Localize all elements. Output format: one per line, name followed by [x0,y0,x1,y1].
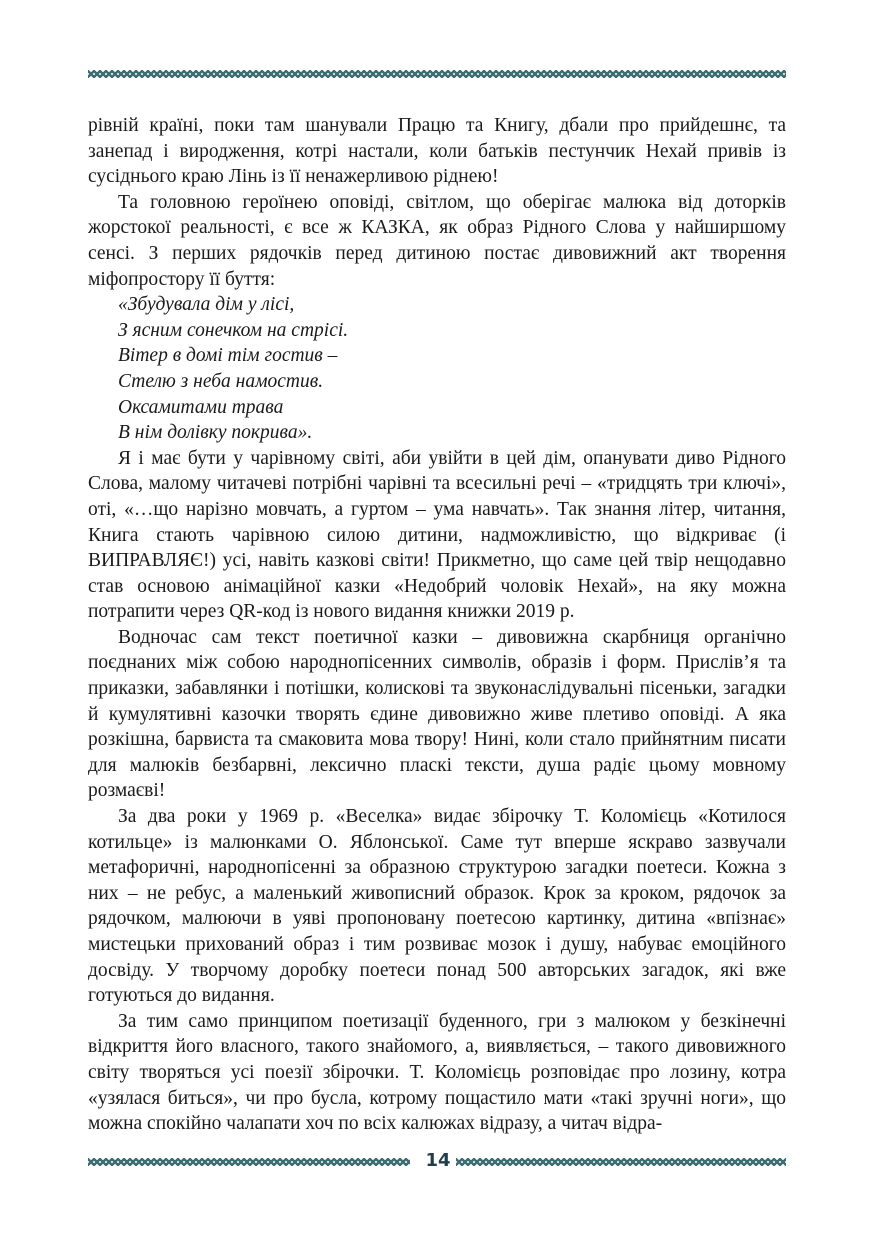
poem-quote [88,292,786,446]
page-number: 14 [425,1150,451,1171]
poem-line: В нім долівку покрива». [118,422,313,444]
paragraph-4: Водночас сам текст поетичної казки – дивовижна скарбниця органічно поєднаних між собою народнопісенних символів, образів і форм. Прислів’я та приказки, забавлянки і потішки, колискові та звуконаслідувальні пісеньки, загадки й кумулятивні казочки творять єдине дивовижно живе плетиво оповіді. А яка розкішна, барвиста та смаковита мова твору! Нині, коли стало прийнятним писати для малюків безбарвні, лексично пласкі тексти, душа радіє цьому мовному розмаєві! [88,626,786,802]
poem-line: «Збудувала дім у лісі, [118,294,295,316]
paragraph-3: Я і має бути у чарівному світі, аби увійти в цей дім, опанувати диво Рідного Слова, малому читачеві потрібні чарівні та всесильні речі – «тридцять три ключі», оті, «…що нарізно мовчать, а гуртом – ума навчать». Так знання літер, читання, Книга стають чарівною силою дитини, надможливістю, що відкриває (і ВИПРАВЛЯЄ!) усі, навіть казкові світи! Прикметно, що саме цей твір нещодавно став основою анімаційної казки «Недобрий чоловік Нехай», на яку можна потрапити через QR-код із нового видання книжки 2019 р. [88,447,786,623]
page-footer [88,1152,786,1172]
header-ornament [88,70,786,78]
footer-ornament-left [88,1158,410,1166]
paragraph-1: рівній країні, поки там шанували Працю та Книгу, дбали про прийдешнє, та занепад і виродження, котрі настали, коли батьків пестунчик Нехай привів із сусіднього краю Лінь із її ненажерливою ріднею! [88,115,786,188]
body-text [88,113,786,1137]
poem-line: Вітер в домі тім гостив – [118,345,338,367]
footer-ornament-right [456,1158,786,1166]
paragraph-2: Та головною героїнею оповіді, світлом, що оберігає малюка від доторків жорстокої реальності, є все ж КАЗКА, як образ Рідного Слова у найширшому сенсі. З перших рядочків перед дитиною постає дивовижний акт творення міфопростору її буття: [88,191,786,290]
paragraph-6: За тим само принципом поетизації буденного, гри з малюком у безкінечні відкриття його власного, такого знайомого, а, виявляється, – такого дивовижного світу творяться усі поезії збірочки. Т. Коломієць розповідає про лозину, котра «узялася биться», чи про бусла, котрому пощастило мати «такі зручні ноги», що можна спокійно чалапати хоч по всіх калюжах відразу, а читач відра- [88,1010,786,1135]
paragraph-5: За два роки у 1969 р. «Веселка» видає збірочку Т. Коломієць «Котилося котильце» із малюнками О. Яблонської. Саме тут вперше яскраво зазвучали метафоричні, народнопісенні за образною структурою загадки поетеси. Кожна з них – не ребус, а маленький живописний образок. Крок за кроком, рядочок за рядочком, малюючи в уяві пропоновану поетесою картинку, дитина «впізнає» мистецьки прихований образ і тим розвиває мозок і душу, набуває емоційного досвіду. У творчому доробку поетеси понад 500 авторських загадок, які вже готуються до видання. [88,806,786,1007]
poem-line: Оксамитами трава [118,396,284,418]
poem-line: З ясним сонечком на стрісі. [118,319,349,341]
poem-line: Стелю з неба намостив. [118,370,324,392]
